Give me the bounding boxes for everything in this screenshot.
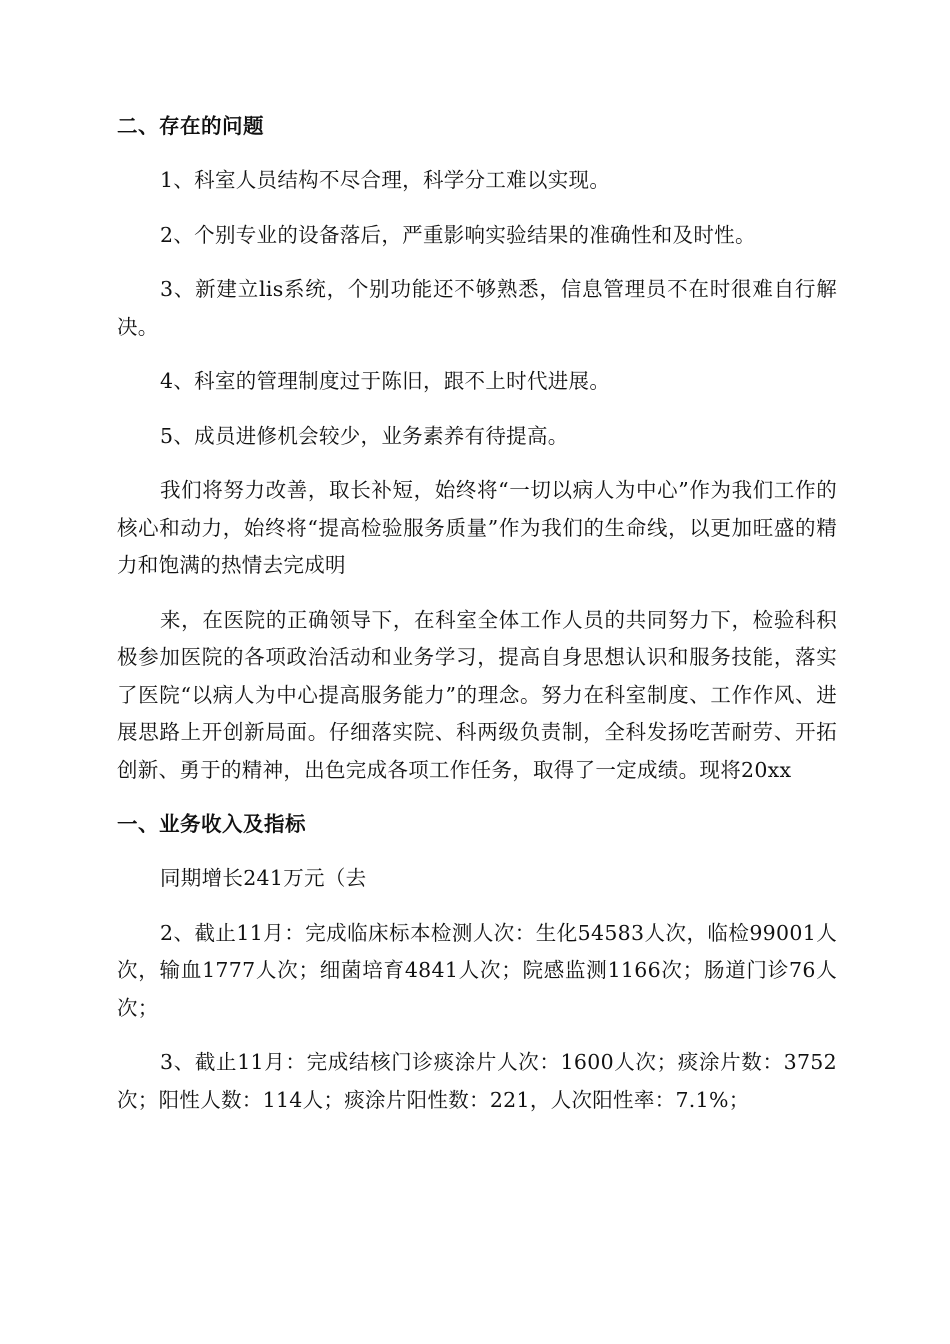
problem-item-2: 2、个别专业的设备落后，严重影响实验结果的准确性和及时性。 bbox=[160, 222, 756, 247]
section-heading-problems: 二、存在的问题 bbox=[117, 114, 264, 138]
section-heading-revenue: 一、业务收入及指标 bbox=[117, 812, 306, 836]
document-body bbox=[117, 108, 837, 1119]
revenue-item-tb-clinic: 3、截止11月：完成结核门诊痰涂片人次：1600人次；痰涂片数：3752次；阳性人数：114人；痰涂片阳性数：221，人次阳性率：7.1%； bbox=[117, 1050, 837, 1112]
problem-item-3: 3、新建立lis系统，个别功能还不够熟悉，信息管理员不在时很难自行解决。 bbox=[117, 277, 837, 339]
revenue-item-lab-tests: 2、截止11月：完成临床标本检测人次：生化54583人次，临检99001人次，输血1777人次；细菌培育4841人次；院感监测1166次；肠道门诊76人次； bbox=[117, 920, 837, 1020]
revenue-item-growth: 同期增长241万元（去 bbox=[160, 866, 367, 890]
problem-item-4: 4、科室的管理制度过于陈旧，跟不上时代进展。 bbox=[160, 369, 611, 393]
closing-paragraph: 我们将努力改善，取长补短，始终将“一切以病人为中心”作为我们工作的核心和动力，始终将“提高检验服务质量”作为我们的生命线，以更加旺盛的精力和饱满的热情去完成明 bbox=[117, 478, 837, 577]
intro-paragraph: 来，在医院的正确领导下，在科室全体工作人员的共同努力下，检验科积极参加医院的各项政治活动和业务学习，提高自身思想认识和服务技能，落实了医院“以病人为中心提高服务能力”的理念。努力在科室制度、工作作风、进展思路上开创新局面。仔细落实院、科两级负责制，全科发扬吃苦耐劳、开拓创新、勇于的精神，出色完成各项工作任务，取得了一定成绩。现将20xx bbox=[117, 607, 837, 782]
problem-item-5: 5、成员进修机会较少，业务素养有待提高。 bbox=[160, 423, 569, 448]
problem-item-1: 1、科室人员结构不尽合理，科学分工难以实现。 bbox=[160, 168, 611, 192]
